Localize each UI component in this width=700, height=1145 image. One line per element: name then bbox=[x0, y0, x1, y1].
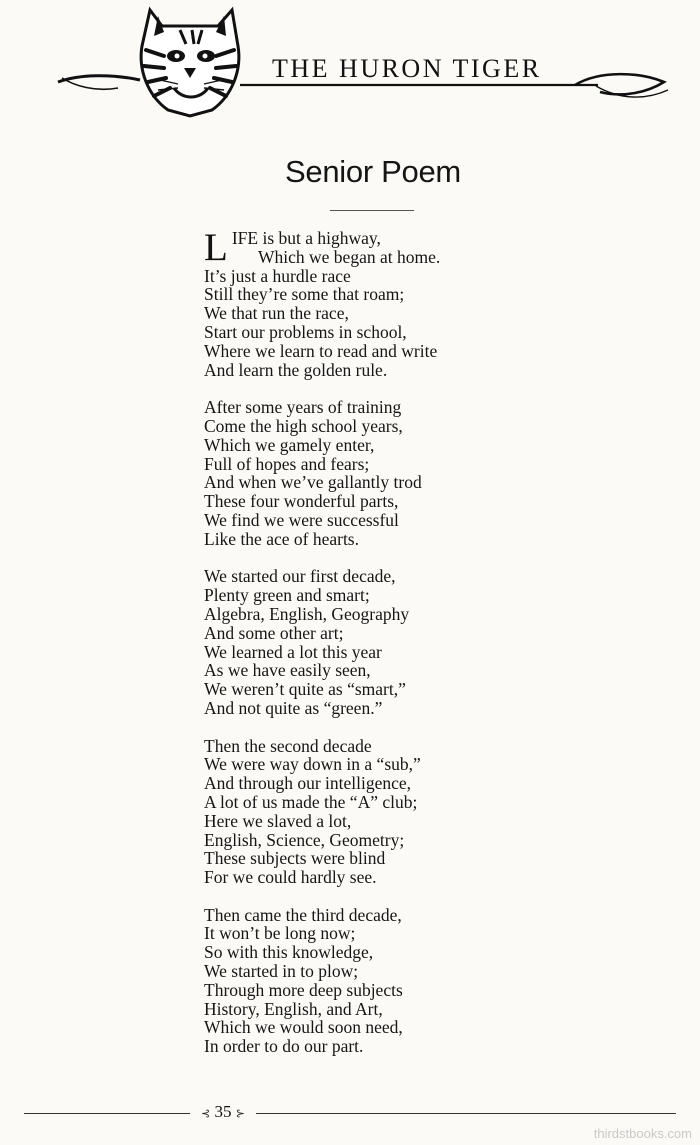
poem-line: And learn the golden rule. bbox=[204, 359, 388, 380]
footer-rule-right bbox=[256, 1113, 676, 1114]
poem-line: It’s just a hurdle race bbox=[204, 265, 351, 286]
stanza-5 bbox=[204, 906, 440, 1056]
poem bbox=[204, 226, 441, 1075]
stanza-1 bbox=[204, 226, 441, 380]
poem-line: Algebra, English, Geography bbox=[204, 603, 410, 624]
poem-line: Here we slaved a lot, bbox=[204, 810, 352, 831]
tiger-head-icon bbox=[134, 6, 246, 118]
poem-line: For we could hardly see. bbox=[204, 867, 377, 888]
poem-line: Which we gamely enter, bbox=[204, 434, 375, 455]
poem-line: And not quite as “green.” bbox=[204, 697, 383, 718]
poem-line: And through our intelligence, bbox=[204, 773, 412, 794]
poem-line: Which we would soon need, bbox=[204, 1017, 403, 1038]
poem-line: These subjects were blind bbox=[204, 848, 386, 869]
poem-line: We learned a lot this year bbox=[204, 641, 382, 662]
ornament-left-icon: ⊰ bbox=[201, 1108, 211, 1120]
poem-line: History, English, and Art, bbox=[204, 998, 383, 1019]
poem-line: Come the high school years, bbox=[204, 415, 403, 436]
poem-line: We find we were successful bbox=[204, 509, 399, 530]
poem-line: We started our first decade, bbox=[204, 566, 396, 587]
drop-cap: L bbox=[204, 226, 228, 269]
poem-line: And when we’ve gallantly trod bbox=[204, 472, 422, 493]
page-number bbox=[190, 1102, 256, 1122]
poem-line: IFE is but a highway, bbox=[231, 228, 381, 248]
poem-line: So with this knowledge, bbox=[204, 942, 374, 963]
poem-line: After some years of training bbox=[204, 397, 402, 418]
poem-line: Like the ace of hearts. bbox=[204, 528, 359, 549]
poem-line: Then the second decade bbox=[204, 735, 372, 756]
poem-line: As we have easily seen, bbox=[204, 660, 371, 681]
poem-line: We were way down in a “sub,” bbox=[204, 754, 421, 775]
poem-line: Full of hopes and fears; bbox=[204, 453, 370, 474]
poem-line: Which we began at home. bbox=[258, 246, 441, 267]
poem-line: English, Science, Geometry; bbox=[204, 829, 405, 850]
footer-rule-left bbox=[24, 1113, 190, 1114]
poem-line: In order to do our part. bbox=[204, 1036, 364, 1057]
stanza-4 bbox=[204, 737, 440, 887]
poem-line: Start our problems in school, bbox=[204, 321, 407, 342]
poem-line: We started in to plow; bbox=[204, 961, 359, 982]
poem-line: And some other art; bbox=[204, 622, 344, 643]
masthead-title: THE HURON TIGER bbox=[272, 54, 542, 83]
poem-line: We weren’t quite as “smart,” bbox=[204, 679, 406, 700]
ornament-right-icon: ⊱ bbox=[235, 1108, 245, 1120]
poem-line: It won’t be long now; bbox=[204, 923, 356, 944]
poem-line: Through more deep subjects bbox=[204, 979, 403, 1000]
poem-line: We that run the race, bbox=[204, 303, 349, 324]
page-number-value: 35 bbox=[214, 1102, 232, 1121]
poem-line: These four wonderful parts, bbox=[204, 491, 399, 512]
poem-line: Where we learn to read and write bbox=[204, 340, 438, 361]
poem-line: Then came the third decade, bbox=[204, 904, 402, 925]
stanza-2 bbox=[204, 398, 440, 548]
poem-line: Plenty green and smart; bbox=[204, 585, 370, 606]
poem-line: Still they’re some that roam; bbox=[204, 284, 405, 305]
poem-line: A lot of us made the “A” club; bbox=[204, 791, 418, 812]
stanza-3 bbox=[204, 567, 440, 717]
page-title: Senior Poem bbox=[285, 154, 461, 189]
title-divider bbox=[330, 210, 414, 211]
watermark: thirdstbooks.com bbox=[593, 1126, 692, 1141]
